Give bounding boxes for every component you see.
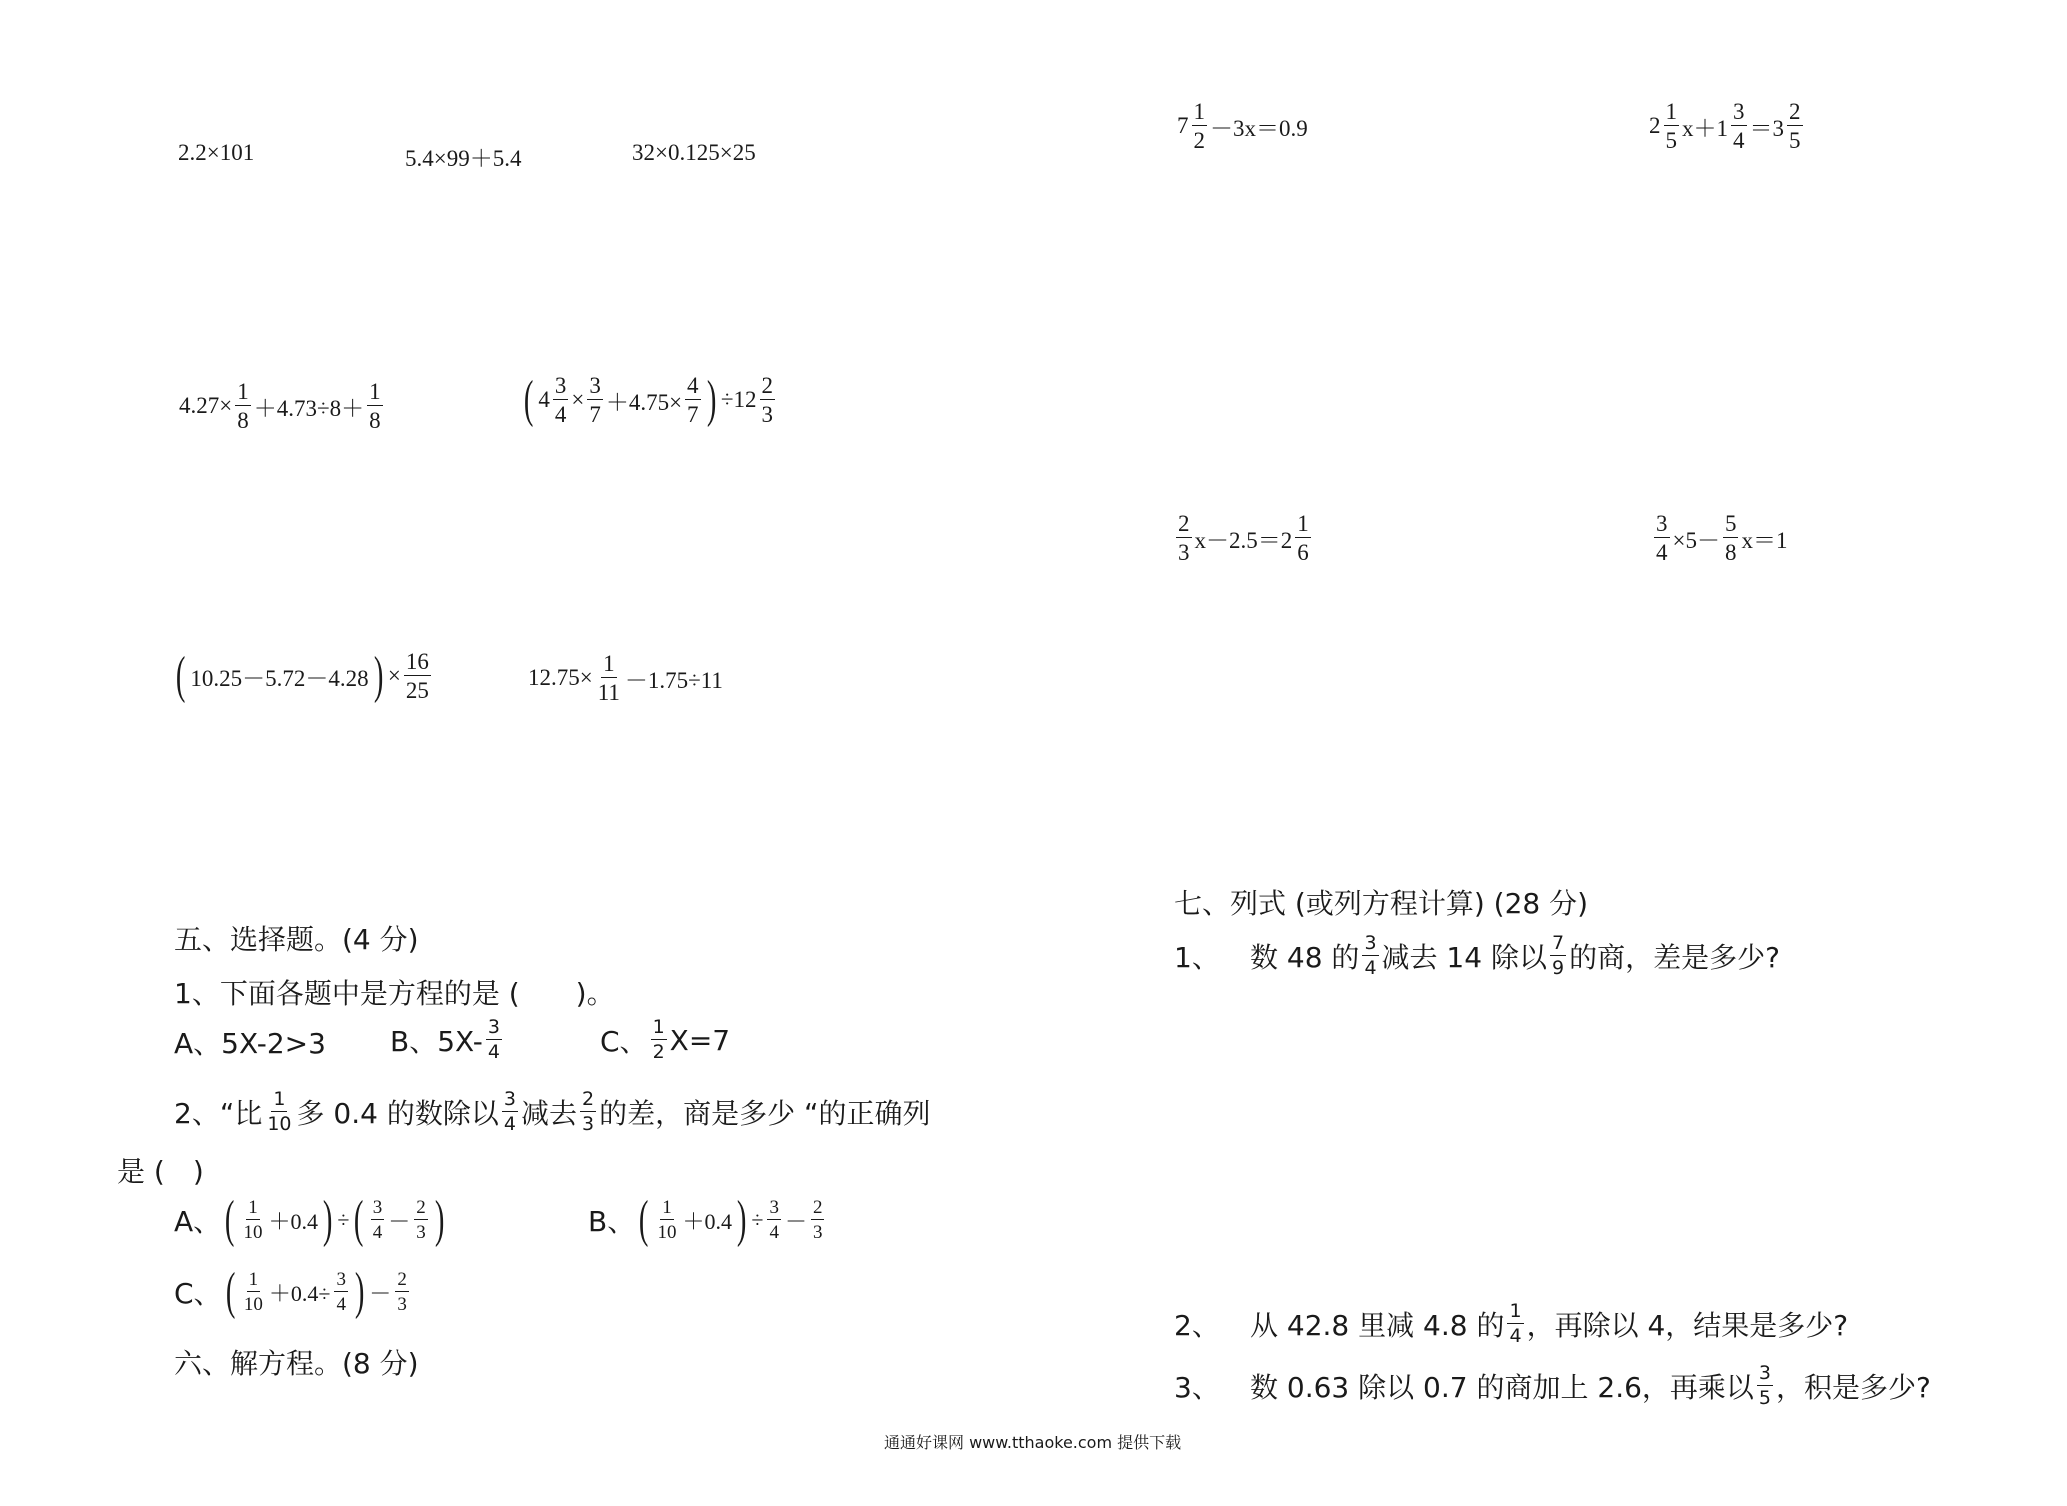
- section-5-title: 五、选择题。(4 分): [174, 923, 419, 956]
- equation-3: $\frac{2}{3}$ x－2.5＝2 $\frac{1}{6}$: [1178, 511, 1309, 565]
- calc-expr-6: ( 10.25－5.72－4.28 ) × $\frac{16}{25}$: [175, 647, 429, 704]
- problem-2: 2、 从 42.8 里减 4.8 的 $\frac{1}{4}$ ，再除以 4，结果是多少?: [1174, 1300, 1849, 1347]
- q2-option-a: A、 ( $\frac{1}{10}$ ＋0.4 ) ÷ ( $\frac{3}{4}$ － $\frac{2}{3}$ ): [174, 1191, 445, 1248]
- problem-1: 1、 数 48 的 $\frac{3}{4}$ 减去 14 除以 $\frac{7}{9}$ 的商，差是多少?: [1174, 932, 1780, 979]
- calc-expr-5: ( 4 $\frac{3}{4}$ × $\frac{3}{7}$ ＋4.75× $\frac{4}{7}$ ) ÷12 $\frac{2}{3}$: [523, 371, 773, 428]
- q1-option-c: C、 $\frac{1}{2}$ X=7: [600, 1016, 731, 1063]
- section-7-title: 七、列式 (或列方程计算) (28 分): [1174, 887, 1589, 920]
- question-2-line-2: 是 ( ): [117, 1155, 204, 1188]
- section-6-title: 六、解方程。(8 分): [174, 1347, 419, 1380]
- question-2: 2、“比 $\frac{1}{10}$ 多 0.4 的数除以 $\frac{3}{4}$ 减去 $\frac{2}{3}$ 的差，商是多少 “的正确列: [174, 1088, 931, 1135]
- q1-option-a: A、5X-2>3: [174, 1027, 326, 1060]
- calc-expr-1: 2.2×101: [178, 140, 255, 165]
- equation-2: 2 $\frac{1}{5}$ x＋1 $\frac{3}{4}$ ＝3 $\frac{2}{5}$: [1649, 99, 1801, 153]
- equation-4: $\frac{3}{4}$ ×5－ $\frac{5}{8}$ x＝1: [1656, 511, 1788, 565]
- q2-option-c: C、 ( $\frac{1}{10}$ ＋0.4÷ $\frac{3}{4}$ ) － $\frac{2}{3}$: [174, 1263, 407, 1320]
- calc-expr-2: 5.4×99＋5.4: [405, 146, 522, 171]
- equation-1: 7 $\frac{1}{2}$ －3x＝0.9: [1177, 99, 1308, 153]
- question-1: 1、下面各题中是方程的是 ( )。: [174, 977, 615, 1010]
- q2-option-b: B、 ( $\frac{1}{10}$ ＋0.4 ) ÷ $\frac{3}{4}$ － $\frac{2}{3}$: [588, 1191, 823, 1248]
- problem-3: 3、 数 0.63 除以 0.7 的商加上 2.6，再乘以 $\frac{3}{5}$ ，积是多少?: [1174, 1362, 1931, 1409]
- calc-expr-4: 4.27× $\frac{1}{8}$ ＋4.73÷8＋ $\frac{1}{8}$: [179, 379, 381, 433]
- calc-expr-3: 32×0.125×25: [632, 140, 756, 165]
- calc-expr-7: 12.75× $\frac{1}{11}$ －1.75÷11: [528, 651, 723, 705]
- q1-option-b: B、5X- $\frac{3}{4}$: [390, 1016, 501, 1063]
- footer-source: 通通好课网 www.tthaoke.com 提供下载: [884, 1433, 1182, 1452]
